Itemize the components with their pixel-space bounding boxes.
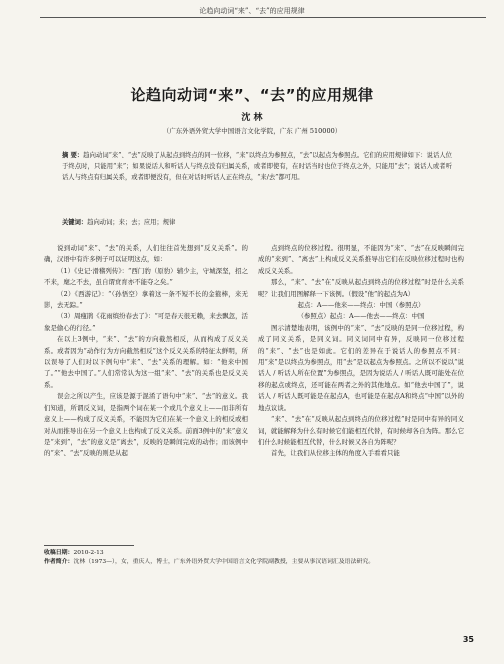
running-header: 论趋向动词“来”、“去”的应用规律 xyxy=(199,7,305,15)
paragraph: 点到终点的位移过程。很明显，不能因为“来”、“去”在反映瞬间完成的“来到”、“离去”上构成反义关系推导出它们在反映位移过程时也构成反义关系。 xyxy=(258,244,464,275)
body-column-left xyxy=(44,243,248,460)
received-label: 收稿日期： xyxy=(44,550,74,556)
footnotes xyxy=(44,549,464,567)
author-affiliation: （广东外语外贸大学中国语言文化学院，广东 广州 510000） xyxy=(162,127,342,135)
author-info-label: 作者简介： xyxy=(44,559,74,565)
footnote-rule xyxy=(44,545,134,546)
example-1: （1）《史记·滑稽列传》：“西门豹（原豹）辅少主，守城深坚，招之不来，麾之不去，虽自谓贲育亦不能夺之矣。” xyxy=(44,266,248,287)
paragraph: 在以上3例中，“来”、“去”的方向截然相反，从而构成了反义关系。或者因为“动作行为方向截然相反”这个反义关系的特征太鲜明，所以误导了人们对以下例句中“来”、“去”关系的理解。如：“他来中国了。”“他去中国了。”人们常常认为这一组“来”、“去”的关系也是反义关系。 xyxy=(44,335,248,389)
diagram-line-go: （参照点）起点：A——他去——终点：中国 xyxy=(297,312,425,321)
paragraph: 说到动词“来”、“去”的关系，人们往往首先想到“反义关系”。的确，汉语中有许多例子可以证明这点，如： xyxy=(44,244,248,264)
example-3: （3）周瘦鹃《花雨缤纷春去了》：“可是春天很无赖，来去飘忽，活象是偷心的行径。” xyxy=(44,312,248,332)
keywords-text: 趋向动词；来；去；应用；规律 xyxy=(87,219,176,226)
page-number: 35 xyxy=(462,635,474,644)
paragraph: 图示清楚地表明，该例中的“来”、“去”反映的是同一位移过程，构成了同义关系，是同义词。同义词同中有异，反映同一位移过程的“来”、“去”也是如此。它们的差异在于说话人的参照点不同：用“来”是以终点为参照点，用“去”是以起点为参照点。之所以不说以“说话人 / 听话人所在位置”为参照点，是因为说话人 / 听话人既可能处在位移的起点或终点，还可能在两者之外的其他地点。如“他去中国了”，说话人 / 听话人既可能是在起点A，也可能是在起点A和终点“中国”以外的地点议谈。 xyxy=(258,323,464,412)
example-2: （2）《西游记》：“（孙悟空）拿着这一条不短不长的金箍棒，来无影，去无踪。” xyxy=(44,289,248,310)
header-rule xyxy=(40,17,486,18)
paragraph: 首先，让我们从位移主体的角度入手看看只能 xyxy=(271,449,400,458)
abstract-text: 趋向动词“来”、“去”反映了从起点到终点的同一位移，“来”以终点为参照点，“去”以起点为参照点。它们的应用规律如下：说话人位于终点时，只能用“来”；如果说话人和听话人与终点没有归属关系，或者即使有，在时话当时也位于终点之外，只能用“去”；说话人或者听话人与终点有归属关系，或者即便没有，但在对话时听话人正在终点，“来/去”都可用。 xyxy=(62,152,452,181)
abstract-label: 摘 要： xyxy=(62,152,84,159)
paragraph: “来”、“去”在“反映从起点到终点的位移过程”时是同中有异的同义词，就能解释为什么有时候它们能相互代替，有时候却各自为阵。那么它们什么时候能相互代替，什么时候又各自为阵呢？ xyxy=(258,415,465,446)
paper-title: 论趋向动词“来”、“去”的应用规律 xyxy=(130,86,374,104)
paragraph: 那么，“来”、“去”在“反映从起点到终点的位移过程”时是什么关系呢？让我们用图解释一下该例。（假设“他”的起点为A） xyxy=(258,278,464,298)
body-column-right xyxy=(258,243,464,460)
diagram-line-come: 起点：A——他来——终点：中国（参照点） xyxy=(297,301,425,310)
keywords xyxy=(62,217,452,228)
paragraph: 误会之所以产生，应该是源于混淆了语句中“来”、“去”的意义。我们知道，所谓反义词，是指两个词在某一个或几个意义上——而非所有意义上——构成了反义关系，不能因为它们在某一个意义上的相反或相对从而推导出在另一个意义上也构成了反义关系。前面3例中的“来”意义是“来到”，“去”的意义是“离去”，反映的是瞬间完成的动作；而该例中的“来”、“去”反映的则是从起 xyxy=(44,392,248,458)
received-date xyxy=(44,549,464,558)
keywords-label: 关键词： xyxy=(62,219,88,226)
author-info xyxy=(44,558,464,567)
author-info-value: 沈林（1973—），女，重庆人，博士，广东外语外贸大学中国语言文化学院副教授，主要从事汉语词汇及语法研究。 xyxy=(73,559,375,565)
author-name: 沈 林 xyxy=(241,113,263,123)
abstract xyxy=(62,150,452,183)
received-value: 2010-2-13 xyxy=(73,550,104,556)
